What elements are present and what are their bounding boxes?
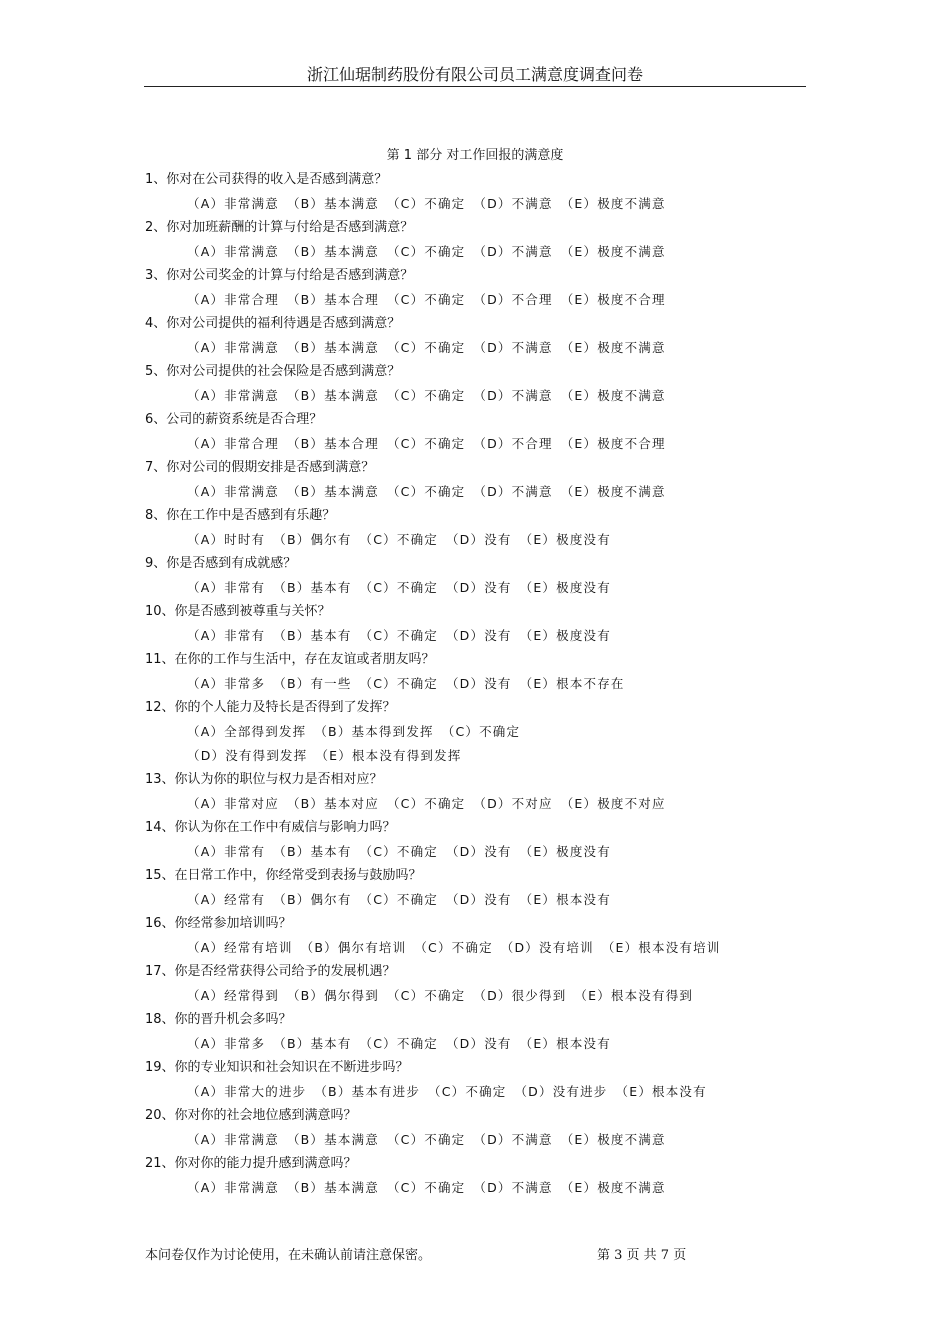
answer-option: （A）经常有	[187, 892, 266, 907]
question-text: 9、你是否感到有成就感？	[145, 556, 297, 571]
answer-option: （C）不确定	[386, 244, 466, 259]
answer-option: （D）不满意	[473, 1180, 553, 1195]
question-text: 16、你经常参加培训吗？	[145, 916, 292, 931]
footer-page-number: 第 3 页 共 7 页	[597, 1248, 687, 1263]
answer-option: （A）非常多	[187, 1036, 266, 1051]
answer-options-line	[145, 242, 825, 266]
answer-options-line	[145, 578, 825, 602]
answer-option: （A）时时有	[187, 532, 266, 547]
question-text: 18、你的晋升机会多吗？	[145, 1012, 292, 1027]
answer-option: （C）不确定	[359, 844, 438, 859]
answer-option: （E）极度不合理	[560, 292, 666, 307]
answer-option: （D）不合理	[473, 436, 553, 451]
answer-options-line	[145, 482, 825, 506]
answer-option: （B）基本有	[273, 628, 352, 643]
answer-option: （A）非常满意	[187, 484, 279, 499]
answer-option: （E）根本不存在	[519, 676, 625, 691]
answer-option: （C）不确定	[386, 1132, 466, 1147]
answer-option: （C）不确定	[414, 940, 493, 955]
section-title: 第 1 部分 对工作回报的满意度	[386, 148, 564, 163]
answer-option: （E）极度不满意	[560, 340, 666, 355]
answer-option: （C）不确定	[386, 988, 466, 1003]
answer-options-line	[145, 938, 825, 962]
answer-options-line	[145, 1034, 825, 1058]
answer-option: （C）不确定	[386, 292, 466, 307]
answer-option: （C）不确定	[386, 340, 466, 355]
answer-option: （D）没有	[445, 628, 512, 643]
document-header-title: 浙江仙琚制药股份有限公司员工满意度调查问卷	[306, 65, 643, 84]
answer-option: （D）不对应	[473, 796, 553, 811]
question-text: 14、你认为你在工作中有威信与影响力吗？	[145, 820, 396, 835]
answer-option: （E）根本没有得到	[574, 988, 694, 1003]
answer-option: （C）不确定	[386, 796, 466, 811]
question-text: 12、你的个人能力及特长是否得到了发挥？	[145, 700, 396, 715]
answer-option: （B）基本有	[273, 580, 352, 595]
answer-option: （C）不确定	[386, 1180, 466, 1195]
answer-option: （A）非常满意	[187, 244, 279, 259]
answer-option: （D）没有进步	[514, 1084, 608, 1099]
question-text: 7、你对公司的假期安排是否感到满意？	[145, 460, 375, 475]
answer-option: （C）不确定	[359, 1036, 438, 1051]
question-text: 4、你对公司提供的福利待遇是否感到满意？	[145, 316, 401, 331]
answer-option: （A）非常有	[187, 580, 266, 595]
answer-options-line	[145, 674, 825, 698]
answer-option: （C）不确定	[386, 196, 466, 211]
answer-options-line	[145, 338, 825, 362]
answer-option: （E）极度不满意	[560, 484, 666, 499]
answer-option: （E）根本没有	[519, 892, 611, 907]
answer-option: （A）非常有	[187, 844, 266, 859]
answer-option: （C）不确定	[441, 724, 521, 739]
answer-option: （B）基本满意	[286, 484, 379, 499]
answer-options-line	[145, 1082, 825, 1106]
answer-option: （E）极度不合理	[560, 436, 666, 451]
question-text: 6、公司的薪资系统是否合理？	[145, 412, 323, 427]
answer-option: （D）不满意	[473, 388, 553, 403]
question-text: 20、你对你的社会地位感到满意吗？	[145, 1108, 357, 1123]
answer-option: （A）非常大的进步	[187, 1084, 307, 1099]
answer-option: （B）基本满意	[286, 1180, 379, 1195]
question-text: 19、你的专业知识和社会知识在不断进步吗？	[145, 1060, 409, 1075]
answer-option: （B）基本合理	[286, 292, 379, 307]
answer-option: （C）不确定	[359, 532, 438, 547]
answer-option: （D）没有培训	[500, 940, 594, 955]
answer-option: （E）极度不满意	[560, 1180, 666, 1195]
question-text: 21、你对你的能力提升感到满意吗？	[145, 1156, 357, 1171]
answer-option: （D）不合理	[473, 292, 553, 307]
answer-option: （B）基本满意	[286, 388, 379, 403]
answer-option: （D）不满意	[473, 484, 553, 499]
answer-option: （D）很少得到	[473, 988, 567, 1003]
answer-option: （A）经常有培训	[187, 940, 293, 955]
answer-option: （B）偶尔有	[273, 892, 352, 907]
answer-option: （E）极度没有	[519, 580, 611, 595]
question-text: 15、在日常工作中，你经常受到表扬与鼓励吗？	[145, 868, 422, 883]
answer-options-line	[145, 386, 825, 410]
answer-options-line	[145, 530, 825, 554]
answer-option: （B）基本合理	[286, 436, 379, 451]
answer-options-line	[145, 842, 825, 866]
answer-option: （C）不确定	[359, 580, 438, 595]
answer-option: （E）极度没有	[519, 844, 611, 859]
answer-option: （B）基本有	[273, 844, 352, 859]
answer-option: （E）极度不满意	[560, 244, 666, 259]
answer-option: （D）没有	[445, 1036, 512, 1051]
answer-option: （E）根本没有	[615, 1084, 707, 1099]
answer-option: （C）不确定	[359, 892, 438, 907]
answer-option: （A）非常合理	[187, 436, 279, 451]
answer-option: （E）根本没有培训	[601, 940, 721, 955]
answer-option: （B）基本满意	[286, 340, 379, 355]
answer-option: （E）根本没有	[519, 1036, 611, 1051]
question-text: 11、在你的工作与生活中，存在友谊或者朋友吗？	[145, 652, 435, 667]
answer-option: （A）非常满意	[187, 1132, 279, 1147]
answer-option: （C）不确定	[428, 1084, 507, 1099]
answer-option: （A）非常满意	[187, 196, 279, 211]
answer-option: （E）极度不满意	[560, 1132, 666, 1147]
question-text: 13、你认为你的职位与权力是否相对应？	[145, 772, 383, 787]
answer-option: （B）基本对应	[286, 796, 379, 811]
answer-option: （B）偶尔得到	[286, 988, 379, 1003]
answer-option: （A）非常满意	[187, 1180, 279, 1195]
question-text: 8、你在工作中是否感到有乐趣？	[145, 508, 336, 523]
answer-option: （E）极度不满意	[560, 196, 666, 211]
answer-option: （B）基本有	[273, 1036, 352, 1051]
answer-option: （E）极度没有	[519, 628, 611, 643]
answer-option: （C）不确定	[386, 388, 466, 403]
answer-option: （D）没有	[445, 844, 512, 859]
answer-options-line	[145, 626, 825, 650]
answer-option: （E）极度没有	[519, 532, 611, 547]
question-text: 17、你是否经常获得公司给予的发展机遇？	[145, 964, 396, 979]
answer-options-line	[145, 1130, 825, 1154]
question-text: 1、你对在公司获得的收入是否感到满意？	[145, 172, 388, 187]
answer-option: （D）没有	[445, 892, 512, 907]
question-list	[145, 170, 825, 1202]
answer-option: （A）非常满意	[187, 388, 279, 403]
answer-option: （A）非常满意	[187, 340, 279, 355]
answer-option: （D）没有得到发挥	[187, 748, 308, 763]
header-rule	[144, 86, 806, 87]
answer-option: （A）全部得到发挥	[187, 724, 307, 739]
question-text: 3、你对公司奖金的计算与付给是否感到满意？	[145, 268, 414, 283]
answer-option: （B）基本满意	[286, 244, 379, 259]
question-text: 10、你是否感到被尊重与关怀？	[145, 604, 331, 619]
answer-option: （C）不确定	[359, 628, 438, 643]
answer-option: （C）不确定	[359, 676, 438, 691]
answer-options-line	[145, 890, 825, 914]
answer-options-line	[145, 722, 825, 746]
answer-option: （B）基本满意	[286, 196, 379, 211]
answer-option: （B）基本有进步	[314, 1084, 421, 1099]
answer-options-line	[145, 746, 825, 770]
answer-option: （E）根本没有得到发挥	[315, 748, 462, 763]
answer-option: （E）极度不对应	[560, 796, 666, 811]
answer-option: （C）不确定	[386, 484, 466, 499]
answer-options-line	[145, 794, 825, 818]
answer-option: （D）没有	[445, 676, 512, 691]
question-text: 2、你对加班薪酬的计算与付给是否感到满意？	[145, 220, 414, 235]
answer-option: （D）不满意	[473, 340, 553, 355]
answer-option: （B）偶尔有	[273, 532, 352, 547]
answer-options-line	[145, 290, 825, 314]
answer-options-line	[145, 194, 825, 218]
answer-option: （E）极度不满意	[560, 388, 666, 403]
answer-option: （A）经常得到	[187, 988, 279, 1003]
answer-options-line	[145, 1178, 825, 1202]
answer-option: （B）基本得到发挥	[314, 724, 434, 739]
answer-option: （C）不确定	[386, 436, 466, 451]
answer-option: （B）基本满意	[286, 1132, 379, 1147]
answer-option: （D）没有	[445, 580, 512, 595]
answer-options-line	[145, 434, 825, 458]
answer-option: （D）不满意	[473, 244, 553, 259]
answer-option: （B）偶尔有培训	[300, 940, 407, 955]
answer-option: （B）有一些	[273, 676, 352, 691]
answer-option: （A）非常多	[187, 676, 266, 691]
answer-option: （A）非常合理	[187, 292, 279, 307]
answer-option: （A）非常对应	[187, 796, 279, 811]
question-text: 5、你对公司提供的社会保险是否感到满意？	[145, 364, 401, 379]
answer-option: （A）非常有	[187, 628, 266, 643]
answer-option: （D）不满意	[473, 1132, 553, 1147]
answer-option: （D）不满意	[473, 196, 553, 211]
footer-note: 本问卷仅作为讨论使用，在未确认前请注意保密。	[145, 1248, 432, 1263]
answer-option: （D）没有	[445, 532, 512, 547]
answer-options-line	[145, 986, 825, 1010]
